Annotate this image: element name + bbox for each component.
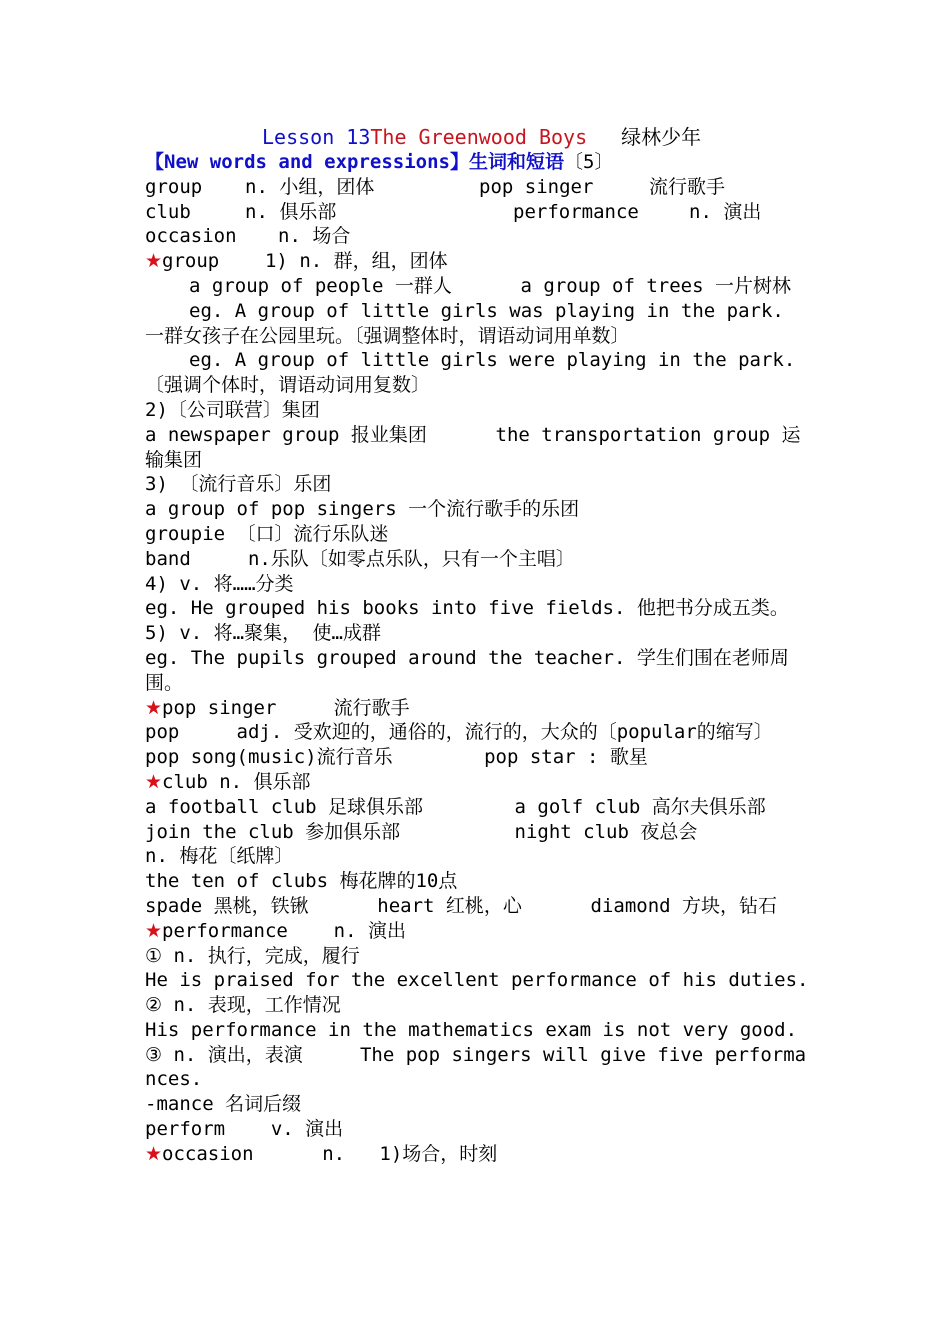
lesson-name: The Greenwood Boys — [370, 125, 588, 149]
text-line: He is praised for the excellent performance of his duties. — [145, 969, 809, 992]
text-line: join the club 参加俱乐部 night club 夜总会 — [145, 820, 698, 843]
text-line: a football club 足球俱乐部 a golf club 高尔夫俱乐部 — [145, 795, 766, 818]
vocab-row: occasion n. 场合 — [145, 225, 351, 248]
text-line: pop song(music)流行音乐 pop star : 歌星 — [145, 746, 648, 769]
text-line: a group of people 一群人 a group of trees 一片树林 — [189, 274, 791, 297]
document-page — [145, 125, 810, 1167]
text-line: 4) v. 将……分类 — [145, 572, 294, 595]
text-line: groupie 〔口〕流行乐队迷 — [145, 522, 389, 545]
text-line: ③ n. 演出，表演 The pop singers will give five performances. — [145, 1043, 807, 1091]
entry-heading-club: ★club n. 俱乐部 — [145, 770, 311, 793]
lesson-number: Lesson 13 — [262, 125, 371, 149]
text-line: a newspaper group 报业集团 the transportation group 运输集团 — [145, 423, 801, 471]
text-line: 2)〔公司联营〕集团 — [145, 398, 320, 421]
entry-heading-occasion: ★occasion n. 1)场合，时刻 — [145, 1142, 498, 1165]
section-heading — [145, 150, 810, 175]
text-line: n. 梅花〔纸牌〕 — [145, 845, 294, 868]
text-line: band n.乐队〔如零点乐队，只有一个主唱〕 — [145, 547, 575, 570]
star-icon: ★ — [145, 770, 163, 793]
text-line: ② n. 表现，工作情况 — [145, 994, 341, 1017]
entry-heading-pop-singer: ★pop singer 流行歌手 — [145, 696, 410, 719]
text-line: eg. He grouped his books into five fields. 他把书分成五类。 — [145, 597, 789, 620]
star-icon: ★ — [145, 250, 163, 273]
entry-heading-group: ★group 1) n. 群，组，团体 — [145, 250, 448, 273]
text-line: 5) v. 将…聚集， 使…成群 — [145, 622, 381, 645]
text-line: perform v. 演出 — [145, 1118, 344, 1141]
text-line: -mance 名词后缀 — [145, 1093, 302, 1116]
lesson-title — [145, 125, 810, 150]
section-heading-en: 【New words and expressions】 — [145, 151, 469, 173]
text-line: eg. A group of little girls was playing in the park. 一群女孩子在公园里玩。〔强调整体时，谓语动词用单数〕 — [145, 299, 796, 347]
text-line: spade 黑桃，铁锹 heart 红桃，心 diamond 方块，钻石 — [145, 894, 778, 917]
text-line: the ten of clubs 梅花牌的10点 — [145, 870, 458, 893]
text-line: pop adj. 受欢迎的，通俗的，流行的，大众的〔popular的缩写〕 — [145, 721, 773, 744]
star-icon: ★ — [145, 696, 163, 719]
text-line: a group of pop singers 一个流行歌手的乐团 — [145, 498, 580, 521]
text-line: His performance in the mathematics exam is not very good. — [145, 1018, 798, 1041]
entry-heading-performance: ★performance n. 演出 — [145, 919, 406, 942]
star-icon: ★ — [145, 919, 163, 942]
star-icon: ★ — [145, 1142, 163, 1165]
text-line: ① n. 执行，完成，履行 — [145, 944, 360, 967]
text-line: eg. The pupils grouped around the teacher. 学生们围在老师周围。 — [145, 646, 789, 694]
text-line: 3) 〔流行音乐〕乐团 — [145, 473, 332, 496]
section-heading-cn: 生词和短语 — [468, 151, 564, 173]
section-count: 〔5〕 — [564, 151, 614, 173]
text-line: eg. A group of little girls were playing in the park. 〔强调个体时，谓语动词用复数〕 — [145, 349, 807, 397]
vocab-row: group n. 小组，团体 pop singer 流行歌手 — [145, 175, 726, 198]
lesson-chinese-title: 绿林少年 — [621, 125, 702, 149]
vocab-row: club n. 俱乐部 performance n. 演出 — [145, 200, 762, 223]
